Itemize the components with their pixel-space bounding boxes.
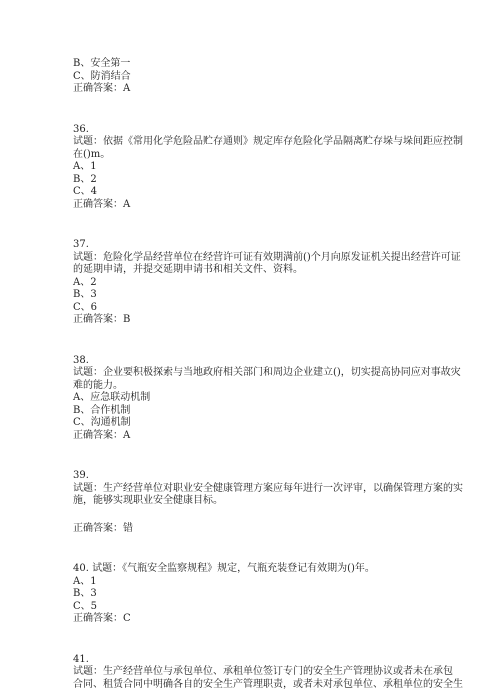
question-block: [73, 239, 433, 327]
question-block: [73, 355, 433, 443]
answer-line: 正确答案：B: [73, 314, 433, 327]
question-stem-line: 试题：生产经营单位对职业安全健康管理方案应每年进行一次评审，以确保管理方案的实: [73, 483, 433, 496]
option-line: B、安全第一: [73, 58, 433, 71]
question-number: 37.: [73, 239, 433, 252]
answer-line: 正确答案：A: [73, 83, 433, 96]
question-stem-line: 试题：危险化学品经营单位在经营许可证有效期满前()个月向原发证机关提出经营许可证: [73, 252, 433, 265]
question-block: [73, 124, 433, 212]
option-line: A、1: [73, 576, 433, 589]
option-line: B、合作机制: [73, 405, 433, 418]
option-line: C、沟通机制: [73, 417, 433, 430]
question-stem-line: 试题：企业要积极探索与当地政府相关部门和周边企业建立()，切实提高协同应对事故灾: [73, 367, 433, 380]
option-line: A、2: [73, 277, 433, 290]
question-stem-line: 在()m。: [73, 149, 433, 162]
option-line: A、应急联动机制: [73, 392, 433, 405]
question-number: 36.: [73, 124, 433, 137]
question-stem-line: 合同、租赁合同中明确各自的安全生产管理职责，或者未对承包单位、承租单位的安全生: [73, 679, 433, 691]
question-stem-line: 40. 试题：《气瓶安全监察规程》规定，气瓶充装登记有效期为()年。: [73, 563, 433, 576]
question-block: [73, 470, 433, 535]
option-line: C、5: [73, 601, 433, 614]
question-stem-line: 难的能力。: [73, 380, 433, 393]
option-line: C、4: [73, 186, 433, 199]
answer-line: 正确答案：C: [73, 613, 433, 626]
question-number: 39.: [73, 470, 433, 483]
option-line: C、防消结合: [73, 71, 433, 84]
question-stem-line: 试题：依据《常用化学危险品贮存通则》规定库存危险化学品隔离贮存垛与垛间距应控制: [73, 136, 433, 149]
option-line: B、3: [73, 289, 433, 302]
option-line: A、1: [73, 161, 433, 174]
answer-line: 正确答案：错: [73, 523, 433, 536]
question-number: 38.: [73, 355, 433, 368]
question-stem-line: 施，能够实现职业安全健康目标。: [73, 495, 433, 508]
question-block: [73, 654, 433, 691]
question-block: [73, 563, 433, 626]
question-stem-line: 的延期申请，并提交延期申请书和相关文件、资料。: [73, 264, 433, 277]
question-number: 41.: [73, 654, 433, 667]
document-page: [73, 58, 433, 691]
option-line: B、3: [73, 588, 433, 601]
answer-line: 正确答案：A: [73, 199, 433, 212]
option-line: B、2: [73, 174, 433, 187]
option-line: C、6: [73, 302, 433, 315]
answer-line: 正确答案：A: [73, 430, 433, 443]
question-stem-line: 试题：生产经营单位与承包单位、承租单位签订专门的安全生产管理协议或者未在承包: [73, 666, 433, 679]
